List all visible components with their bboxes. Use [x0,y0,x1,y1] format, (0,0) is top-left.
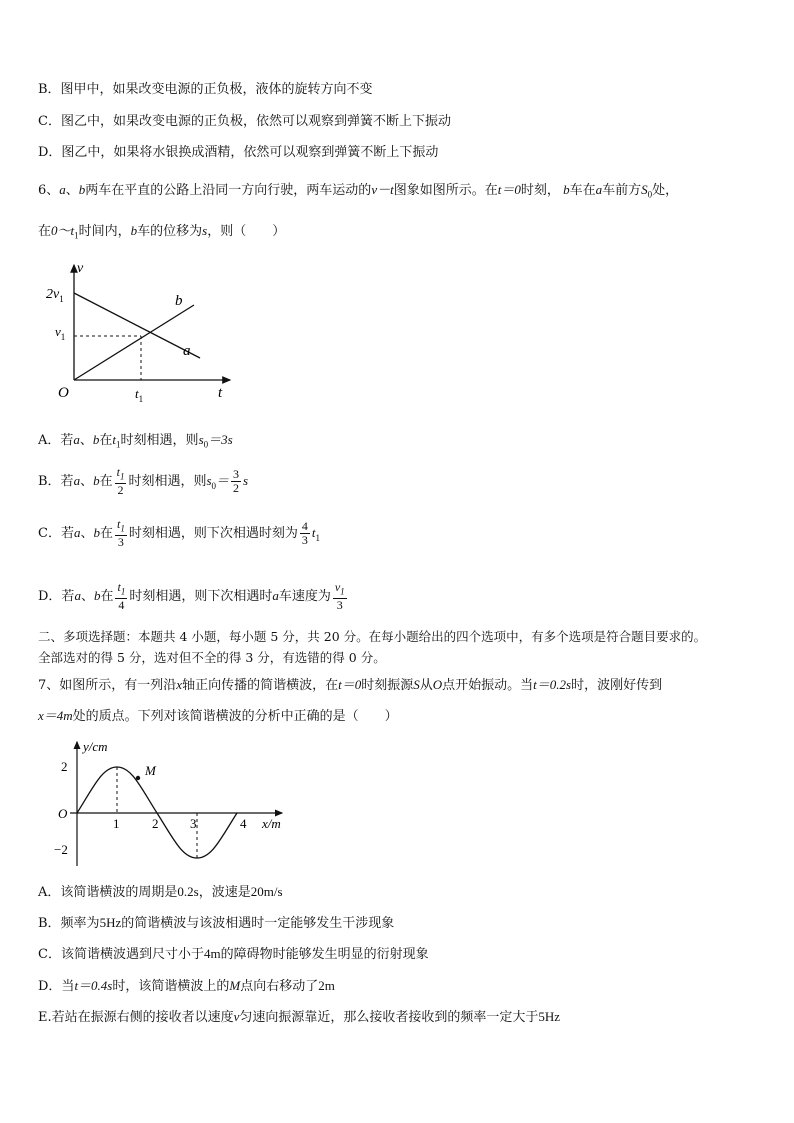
option-d-prev: D．图乙中，如果将水银换成酒精，依然可以观察到弹簧不断上下振动 [38,145,439,160]
option-b-prev: B．图甲中，如果改变电源的正负极，液体的旋转方向不变 [38,82,373,97]
q7-label-m: M [145,763,156,778]
q6-option-d: D．若a、b在 $\frac{t_1}{4}$ 时刻相遇，则下次相遇时a车速度为 $\frac{v_1}{3}$ [38,580,345,613]
q6-x-label: t [218,385,223,401]
q7-tick-x4: 4 [240,816,247,831]
q6-label-b: b [175,293,183,309]
q6-line-b [74,305,194,380]
q7-stem-line2: x＝4m处的质点。下列对该简谐横波的分析中正确的是（ ） [38,708,398,724]
q6-y-label: v [77,261,84,276]
q7-point-m [136,776,140,780]
q7-option-c: C．该简谐横波遇到尺寸小于4m的障碍物时能够发生明显的衍射现象 [38,946,429,962]
q7-stem-line1: 7、如图所示，有一列沿x轴正向传播的简谐横波，在t＝0时刻振源S从O点开始振动。当t＝0.2s时，波刚好传到 [38,677,663,693]
q6-vt-graph [40,255,240,410]
q6-tick-2v1: $2v_1$ [46,287,64,304]
q7-y-label: y/cm [83,739,108,754]
q7-tick-x2: 2 [152,816,159,831]
q6-label-a: a [183,343,191,359]
q7-tick-y-neg: −2 [54,842,68,857]
q7-option-e: E.若站在振源右侧的接收者以速度v匀速向振源靠近，那么接收者接收到的频率一定大于5Hz [38,1009,561,1025]
q6-option-c: C．若a、b在 $\frac{t_1}{3}$ 时刻相遇，则下次相遇时刻为 $\frac{4}{3}$ $t_1$ [38,517,320,550]
q7-option-a: A．该简谐横波的周期是0.2s，波速是20m/s [38,884,283,900]
q7-origin: O [58,806,68,821]
q6-tick-t1: $t_1$ [135,386,144,404]
q7-wave-graph [50,738,300,870]
q7-tick-x1: 1 [113,816,120,831]
q6-origin: O [58,385,69,401]
q7-x-label: x/m [262,816,281,831]
q7-tick-x3: 3 [190,816,197,831]
q7-option-b: B．频率为5Hz的简谐横波与该波相遇时一定能够发生干涉现象 [38,915,395,931]
section2-heading-line1: 二、多项选择题：本题共 4 小题，每小题 5 分，共 20 分。在每小题给出的四个选项中，有多个选项是符合题目要求的。 [38,629,707,644]
option-c-prev: C．图乙中，如果改变电源的正负极，依然可以观察到弹簧不断上下振动 [38,114,451,129]
q6-stem-line2: 在$0\sim t_1$时间内，b车的位移为s，则（ ） [38,223,286,241]
q6-tick-v1: $v_1$ [55,324,66,342]
q6-option-b: B．若a、b在 $\frac{t_1}{2}$ 时刻相遇，则$s_0=$ $\frac{3}{2}$ s [38,465,249,498]
q6-stem-line1: 6、a、b两车在平直的公路上沿同一方向行驶，两车运动的v－t图象如图所示。在t＝0时刻， b车在a车前方$S_0$处， [38,182,679,200]
q7-tick-y-pos: 2 [61,759,68,774]
q6-option-a: A．若a、b在$t_1$时刻相遇，则$s_0=3s$ [38,432,233,450]
section2-heading-line2: 全部选对的得 5 分，选对但不全的得 3 分，有选错的得 0 分。 [38,650,386,665]
q7-option-d: D．当t＝0.4s时，该简谐横波上的M点向右移动了2m [38,978,335,994]
